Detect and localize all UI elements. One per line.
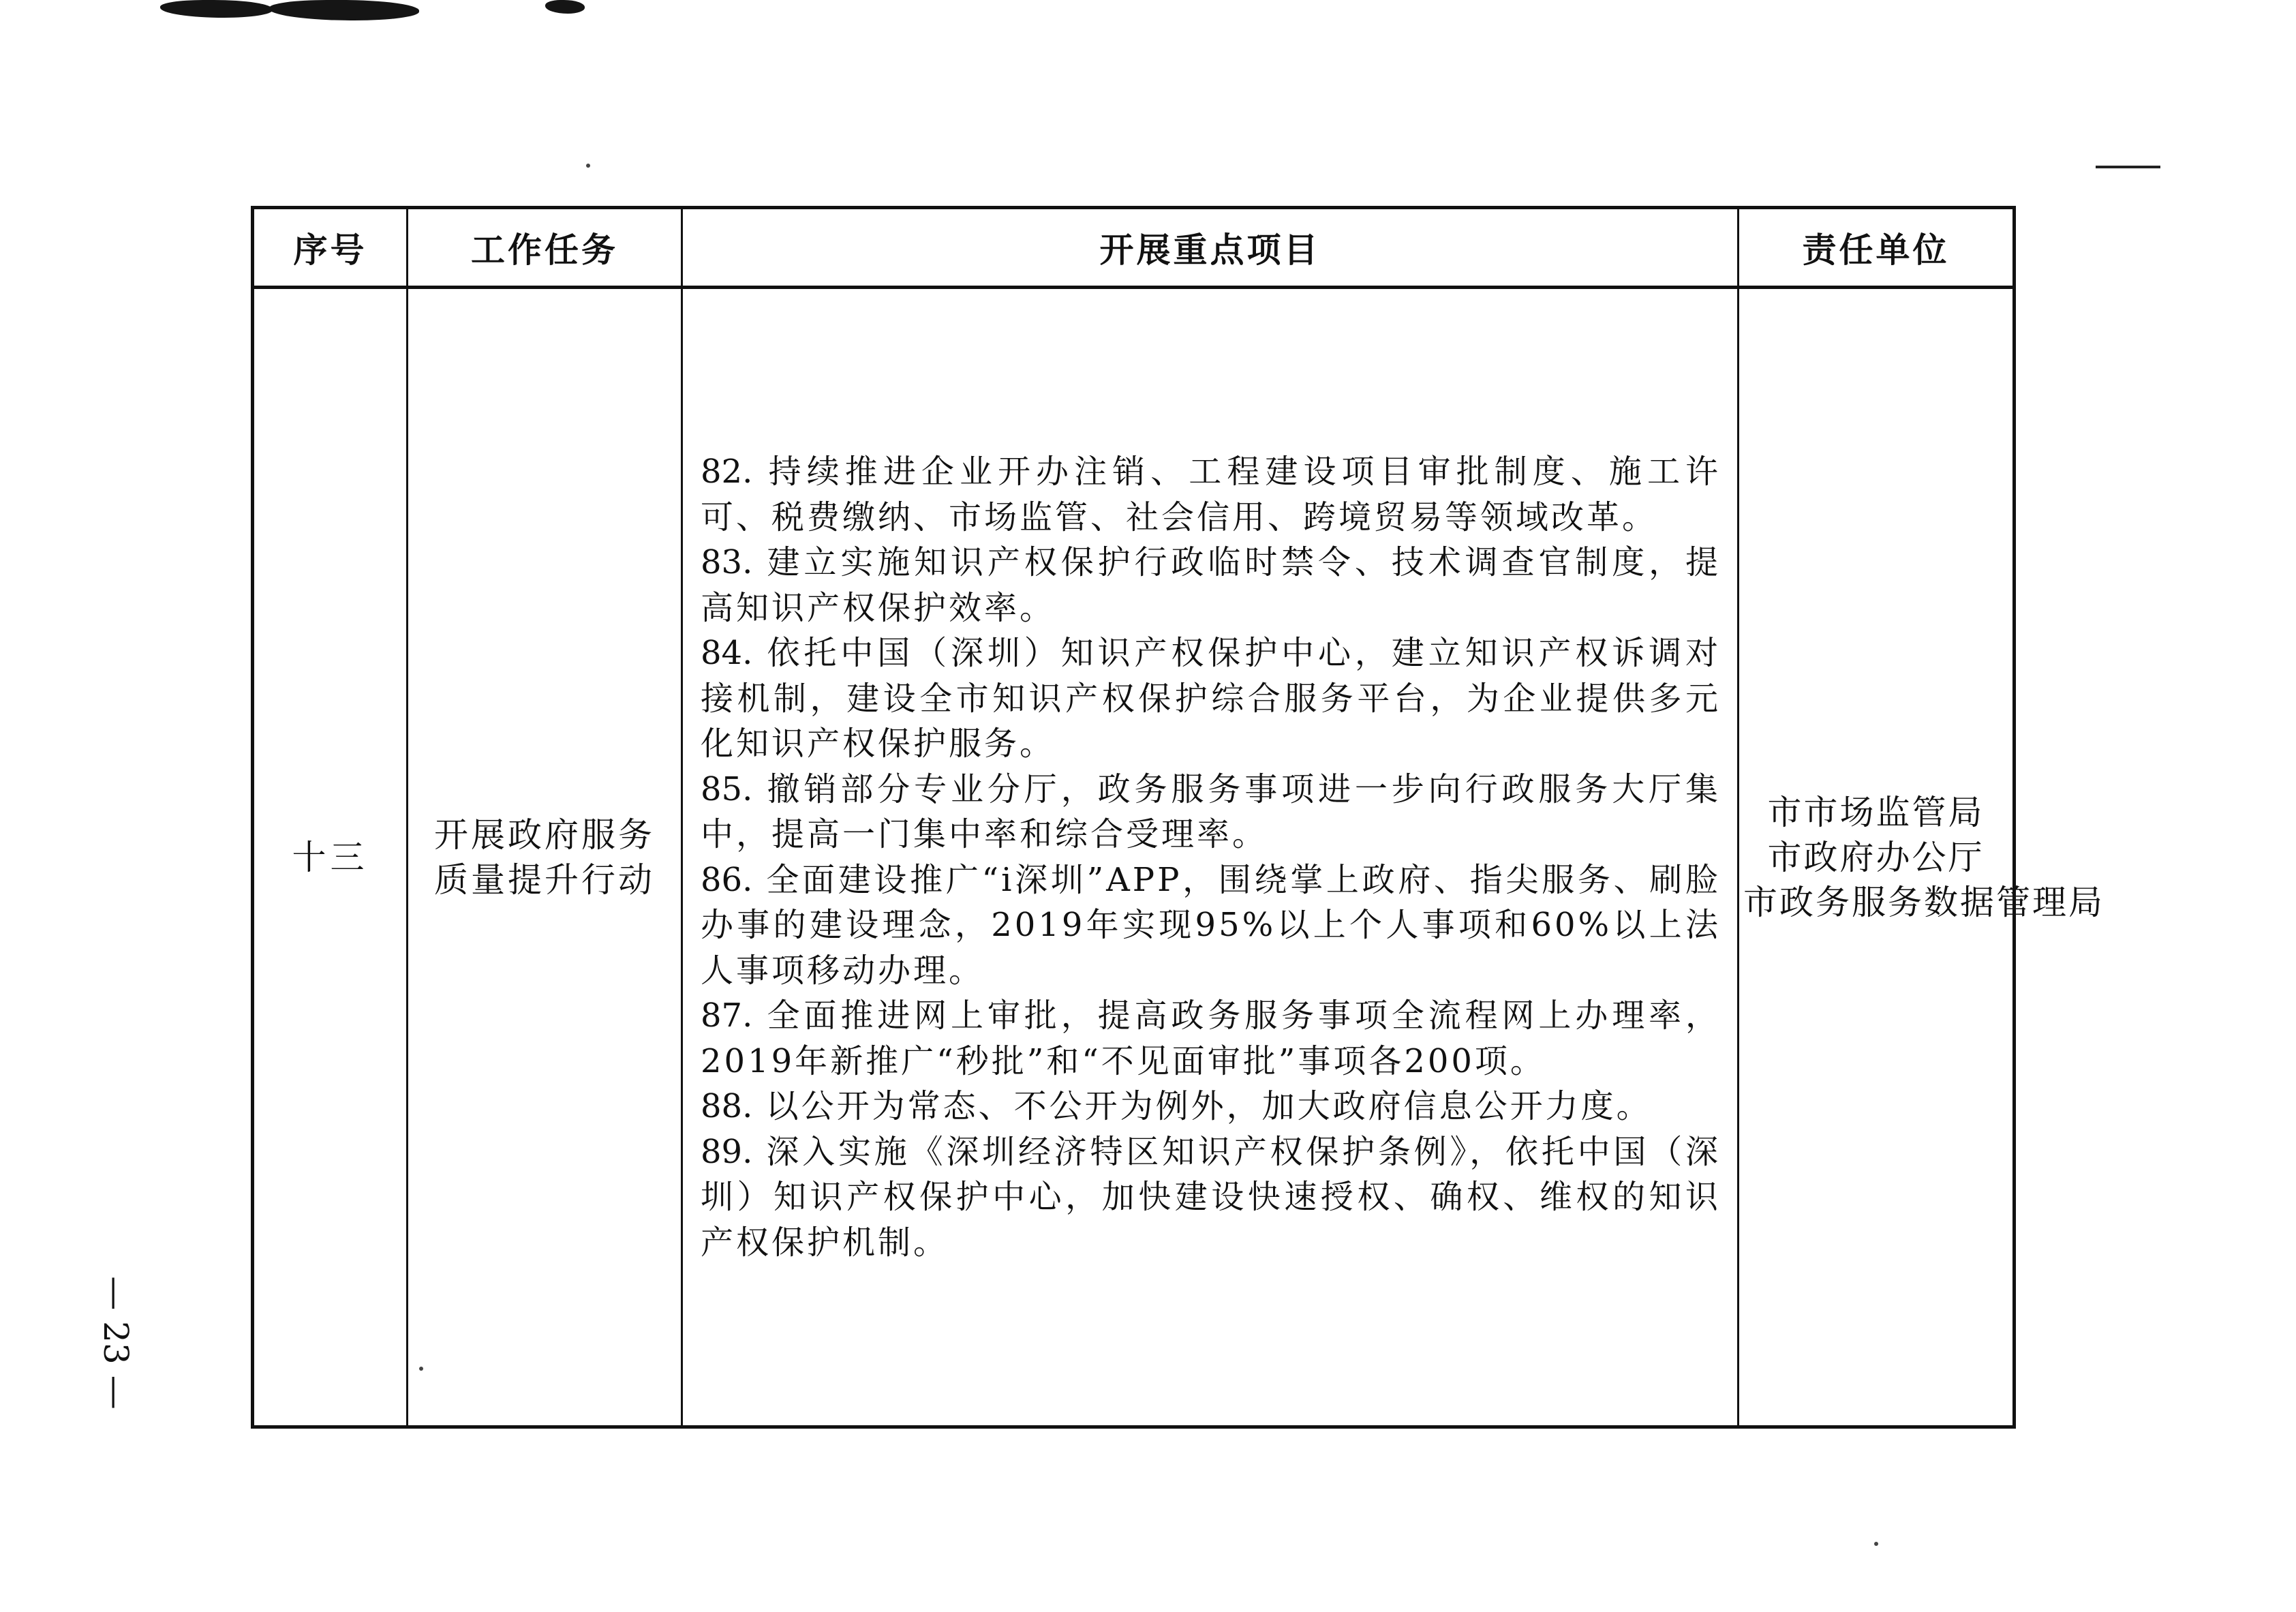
project-item bbox=[701, 630, 1721, 767]
scan-speck-3 bbox=[1874, 1542, 1878, 1546]
project-text: 建立实施知识产权保护行政临时禁令、技术调查官制度，提高知识产权保护效率。 bbox=[701, 543, 1721, 627]
project-number: 86. bbox=[701, 860, 753, 899]
project-text: 撤销部分专业分厅，政务服务事项进一步向行政服务大厅集中，提高一门集中率和综合受理率。 bbox=[701, 770, 1721, 853]
project-text: 深入实施《深圳经济特区知识产权保护条例》，依托中国（深圳）知识产权保护中心，加快建设快速授权、确权、维权的知识产权保护机制。 bbox=[701, 1132, 1721, 1262]
table-row bbox=[253, 288, 2015, 1427]
scan-smudge-3 bbox=[545, 0, 585, 14]
project-text: 全面推进网上审批，提高政务服务事项全流程网上办理率，2019年新推广“秒批”和“不见面审批”事项各200项。 bbox=[701, 997, 1721, 1080]
project-text: 持续推进企业开办注销、工程建设项目审批制度、施工许可、税费缴纳、市场监管、社会信用、跨境贸易等领域改革。 bbox=[701, 453, 1721, 536]
project-item bbox=[701, 1084, 1721, 1129]
project-item bbox=[701, 857, 1721, 994]
header-unit: 责任单位 bbox=[1739, 208, 2015, 288]
project-item bbox=[701, 449, 1721, 540]
header-task: 工作任务 bbox=[408, 208, 682, 288]
responsible-unit: 市政务服务数据管理局 bbox=[1743, 882, 2104, 922]
scan-speck-1 bbox=[586, 164, 590, 168]
scan-smudge-1 bbox=[160, 0, 273, 18]
work-task-table bbox=[251, 206, 2104, 1429]
page-number: — 23 — bbox=[96, 1276, 136, 1410]
project-number: 82. bbox=[701, 453, 753, 491]
project-number: 84. bbox=[701, 634, 753, 672]
scan-smudge-2 bbox=[269, 0, 419, 20]
project-text: 以公开为常态、不公开为例外，加大政府信息公开力度。 bbox=[765, 1087, 1652, 1125]
project-text: 全面建设推广“i深圳”APP，围绕掌上政府、指尖服务、刷脸办事的建设理念，2019年实现95%以上个人事项和60%以上法人事项移动办理。 bbox=[701, 860, 1721, 990]
project-item bbox=[701, 993, 1721, 1084]
row-responsible-units bbox=[1739, 288, 2104, 1427]
table-header-row bbox=[253, 208, 2015, 288]
project-number: 85. bbox=[701, 770, 753, 808]
margin-rule bbox=[2096, 166, 2160, 168]
project-item bbox=[701, 1129, 1721, 1266]
row-projects bbox=[682, 288, 1739, 1427]
project-item bbox=[701, 540, 1721, 630]
responsible-unit: 市政府办公厅 bbox=[1767, 837, 1985, 877]
project-number: 87. bbox=[701, 997, 753, 1035]
project-number: 89. bbox=[701, 1132, 753, 1171]
project-number: 88. bbox=[701, 1087, 753, 1125]
project-number: 83. bbox=[701, 543, 753, 581]
row-task: 开展政府服务质量提升行动 bbox=[408, 288, 682, 1427]
row-seq: 十三 bbox=[253, 288, 408, 1427]
header-seq: 序号 bbox=[253, 208, 408, 288]
header-projects: 开展重点项目 bbox=[682, 208, 1739, 288]
project-text: 依托中国（深圳）知识产权保护中心，建立知识产权诉调对接机制，建设全市知识产权保护综合服务平台，为企业提供多元化知识产权保护服务。 bbox=[701, 634, 1721, 763]
responsible-unit: 市市场监管局 bbox=[1767, 792, 1985, 832]
project-item bbox=[701, 767, 1721, 857]
